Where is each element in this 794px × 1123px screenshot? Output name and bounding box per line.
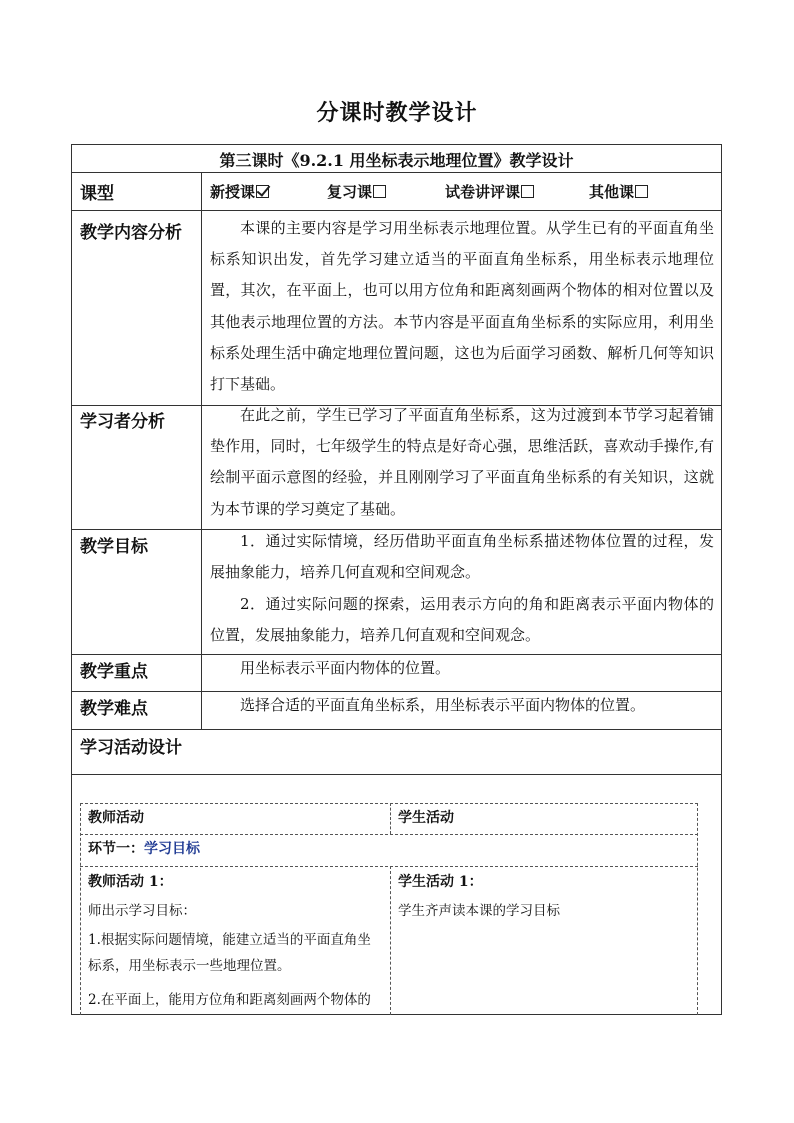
dashed-divider bbox=[80, 803, 81, 1015]
empty-box-icon bbox=[635, 185, 648, 198]
dashed-divider bbox=[697, 803, 698, 1015]
difficulties-label: 教学难点 bbox=[80, 699, 148, 719]
teacher-activity-line: 师出示学习目标： bbox=[88, 903, 196, 919]
column-divider bbox=[201, 172, 202, 729]
empty-box-icon bbox=[521, 185, 534, 198]
teacher-activity-line: 1.根据实际问题情境，能建立适当的平面直角坐 bbox=[88, 932, 371, 948]
student-activity-text: 学生齐声读本课的学习目标 bbox=[398, 903, 560, 919]
content-analysis-text: 本课的主要内容是学习用坐标表示地理位置。从学生已有的平面直角坐标系知识出发，首先学习建立适当的平面直角坐标系，用坐标表示地理位置，其次，在平面上，也可以用方位角和距离刻画两个物体的相对位置以及其他表示地理位置的方法。本节内容是平面直角坐标系的实际应用，利用坐标系处理生活中确定地理位置问题，这也为后面学习函数、解析几何等知识打下基础。 bbox=[210, 219, 714, 394]
student-activity-title: 学生活动 1： bbox=[398, 874, 483, 890]
activity-table bbox=[80, 803, 698, 1015]
course-type-option-review bbox=[327, 181, 386, 202]
content-analysis-label: 教学内容分析 bbox=[80, 223, 182, 243]
dashed-divider bbox=[80, 866, 698, 867]
dashed-divider bbox=[390, 866, 391, 1015]
document-title: 分课时教学设计 bbox=[316, 100, 478, 126]
row-divider bbox=[72, 774, 721, 775]
row-divider bbox=[72, 210, 721, 211]
course-type-option-other bbox=[589, 181, 648, 202]
row-divider bbox=[72, 172, 721, 173]
key-points-label: 教学重点 bbox=[80, 662, 148, 682]
option-label: 试卷讲评课 bbox=[445, 183, 521, 201]
learner-analysis-label: 学习者分析 bbox=[80, 412, 165, 432]
section-heading bbox=[88, 836, 200, 862]
section-name: 学习目标 bbox=[144, 841, 200, 857]
teacher-activity-line: 标系，用坐标表示一些地理位置。 bbox=[88, 958, 291, 974]
option-label: 复习课 bbox=[327, 183, 373, 201]
dashed-divider bbox=[390, 803, 391, 834]
learner-analysis-text: 在此之前，学生已学习了平面直角坐标系，这为过渡到本节学习起着铺垫作用，同时，七年级学生的特点是好奇心强，思维活跃，喜欢动手操作,有绘制平面示意图的经验，并且刚刚学习了平面直角坐标系的有关知识，这就为本节课的学习奠定了基础。 bbox=[210, 406, 714, 518]
checked-box-icon bbox=[256, 185, 269, 198]
option-label: 其他课 bbox=[589, 183, 635, 201]
course-type-label: 课型 bbox=[80, 184, 114, 204]
key-points-text: 用坐标表示平面内物体的位置。 bbox=[240, 659, 451, 677]
option-label: 新授课 bbox=[210, 183, 256, 201]
student-activity-header: 学生活动 bbox=[398, 810, 454, 826]
objective-item-2: 2．通过实际问题的探索，运用表示方向的角和距离表示平面内物体的位置，发展抽象能力，培养几何直观和空间观念。 bbox=[210, 595, 714, 645]
row-divider bbox=[72, 729, 721, 730]
difficulties-text: 选择合适的平面直角坐标系，用坐标表示平面内物体的位置。 bbox=[240, 696, 646, 714]
course-type-option-exam bbox=[445, 181, 534, 202]
dashed-divider bbox=[80, 803, 698, 804]
course-type-option-new bbox=[210, 181, 269, 202]
teacher-activity-title: 教师活动 1： bbox=[88, 874, 173, 890]
empty-box-icon bbox=[373, 185, 386, 198]
activity-design-label: 学习活动设计 bbox=[80, 738, 182, 758]
teacher-activity-header: 教师活动 bbox=[88, 810, 144, 826]
lesson-design-table bbox=[71, 144, 722, 1015]
teacher-activity-line: 2.在平面上，能用方位角和距离刻画两个物体的 bbox=[88, 992, 371, 1008]
section-prefix: 环节一： bbox=[88, 841, 144, 857]
objective-item-1: 1．通过实际情境，经历借助平面直角坐标系描述物体位置的过程，发展抽象能力，培养几何直观和空间观念。 bbox=[210, 532, 714, 582]
lesson-title: 第三课时《9.2.1 用坐标表示地理位置》教学设计 bbox=[219, 151, 574, 170]
dashed-divider bbox=[80, 834, 698, 835]
objectives-label: 教学目标 bbox=[80, 537, 148, 557]
